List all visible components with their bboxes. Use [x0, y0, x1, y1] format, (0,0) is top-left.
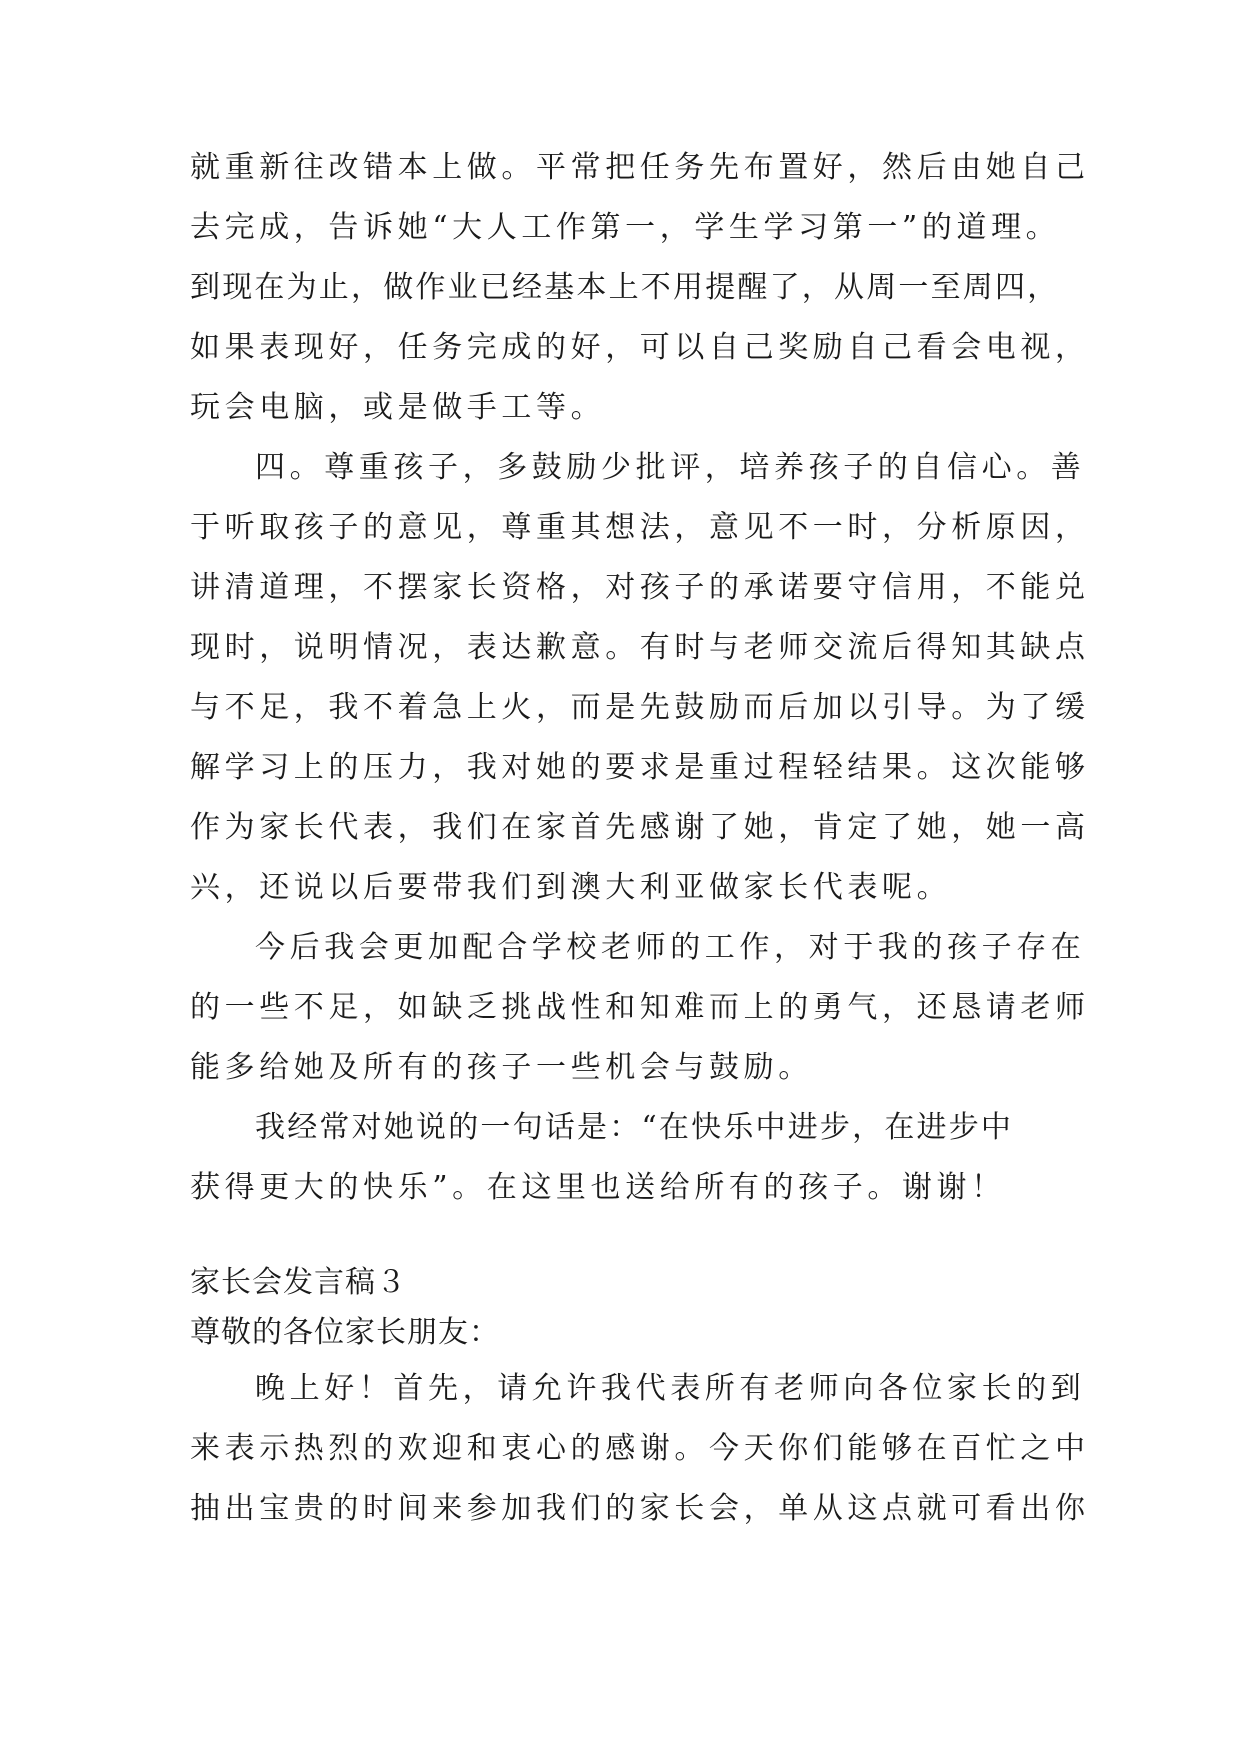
paragraph-start: 我经常对她说的一句话是：“在快乐中进步，在进步中 [255, 1110, 1014, 1145]
text-line: 抽出宝贵的时间来参加我们的家长会，单从这点就可看出你 [190, 1491, 1090, 1526]
text-line: 就重新往改错本上做。平常把任务先布置好，然后由她自己 [190, 150, 1090, 185]
text-line: 获得更大的快乐”。在这里也送给所有的孩子。谢谢！ [190, 1170, 1006, 1205]
text-line: 能多给她及所有的孩子一些机会与鼓励。 [190, 1050, 813, 1085]
paragraph-start: 今后我会更加配合学校老师的工作，对于我的孩子存在 [255, 930, 1086, 965]
text-line: 与不足，我不着急上火，而是先鼓励而后加以引导。为了缓 [190, 690, 1090, 725]
text-line: 来表示热烈的欢迎和衷心的感谢。今天你们能够在百忙之中 [190, 1431, 1090, 1466]
text-line: 现时，说明情况，表达歉意。有时与老师交流后得知其缺点 [190, 630, 1090, 665]
text-line: 于听取孩子的意见，尊重其想法，意见不一时，分析原因， [190, 510, 1090, 545]
text-line: 去完成，告诉她“大人工作第一，学生学习第一”的道理。 [190, 210, 1061, 245]
text-line: 如果表现好，任务完成的好，可以自己奖励自己看会电视， [190, 330, 1090, 365]
text-line: 的一些不足，如缺乏挑战性和知难而上的勇气，还恳请老师 [190, 990, 1090, 1025]
text-line: 玩会电脑，或是做手工等。 [190, 390, 606, 425]
text-line: 解学习上的压力，我对她的要求是重过程轻结果。这次能够 [190, 750, 1090, 785]
text-line: 兴，还说以后要带我们到澳大利亚做家长代表呢。 [190, 870, 952, 905]
text-line: 作为家长代表，我们在家首先感谢了她，肯定了她，她一高 [190, 810, 1090, 845]
paragraph-start: 晚上好！首先，请允许我代表所有老师向各位家长的到 [255, 1371, 1086, 1406]
salutation: 尊敬的各位家长朋友： [190, 1315, 500, 1350]
paragraph-start: 四。尊重孩子，多鼓励少批评，培养孩子的自信心。善 [255, 450, 1086, 485]
text-line: 到现在为止，做作业已经基本上不用提醒了，从周一至周四， [190, 270, 1060, 305]
text-line: 讲清道理，不摆家长资格，对孩子的承诺要守信用，不能兑 [190, 570, 1090, 605]
section-heading: 家长会发言稿３ [190, 1265, 407, 1300]
